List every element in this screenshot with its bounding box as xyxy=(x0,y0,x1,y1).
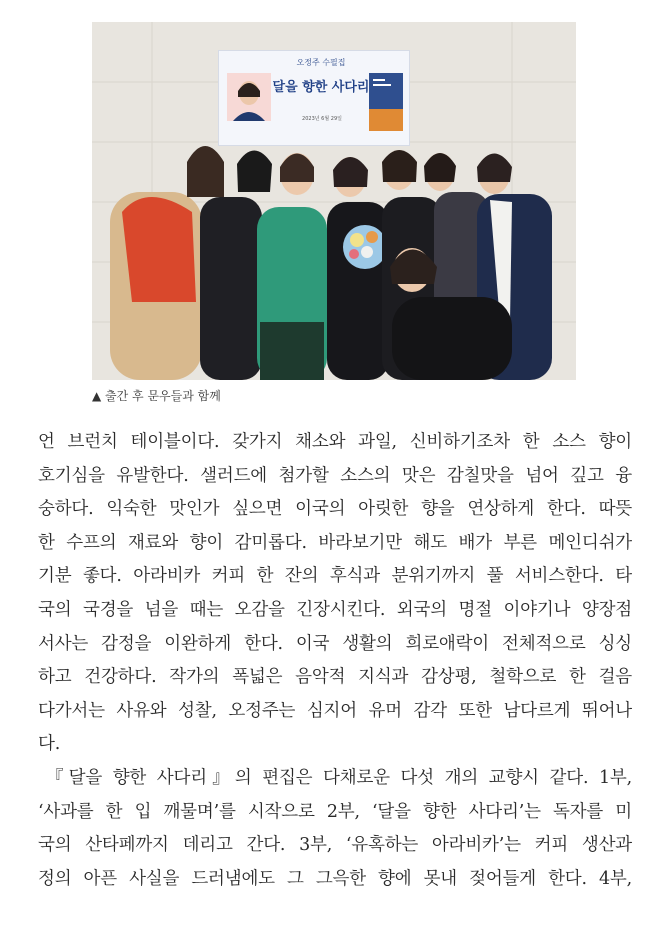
body-line: 숭하다. 익숙한 맛인가 싶으면 이국의 아릿한 향을 연상하게 한다. 따뜻 xyxy=(38,499,632,520)
book-launch-banner xyxy=(218,50,410,146)
banner-title: 달을 향한 사다리 xyxy=(272,80,370,95)
author-portrait xyxy=(227,73,271,121)
banner-date: 2023년 6월 29일 xyxy=(302,116,342,122)
body-line: 다. xyxy=(38,734,61,755)
body-line: 언 브런치 테이블이다. 갖가지 채소와 과일, 신비하기조차 한 소스 향이 xyxy=(38,432,632,452)
banner-subtitle: 오정주 수필집 xyxy=(296,58,346,67)
book-cover-image xyxy=(369,73,403,131)
body-line: 다가서는 사유와 성찰, 오정주는 심지어 유머 감각 또한 남다르게 뛰어나 xyxy=(38,700,632,721)
body-line: 서사는 감정을 이완하게 한다. 이국 생활의 희로애락이 전체적으로 싱싱 xyxy=(38,633,632,654)
event-photo xyxy=(92,22,576,380)
body-line: 국의 산타페까지 데리고 간다. 3부, ‘유혹하는 아라비카’는 커피 생산과 xyxy=(38,835,632,856)
body-line: 국의 국경을 넘을 때는 오감을 긴장시킨다. 외국의 명절 이야기나 양장점 xyxy=(38,599,632,620)
body-line: 하고 건강하다. 작가의 폭넓은 음악적 지식과 감상평, 철학으로 한 걸음 xyxy=(38,667,632,688)
article-body xyxy=(38,426,632,896)
body-line: 한 수프의 재료와 향이 감미롭다. 바라보기만 해도 배가 부른 메인디쉬가 xyxy=(38,532,632,553)
body-line: 정의 아픈 사실을 드러냄에도 그 그윽한 향에 못내 젖어들게 한다. 4부, xyxy=(38,868,632,889)
body-line: 호기심을 유발한다. 샐러드에 첨가할 소스의 맛은 감칠맛을 넘어 깊고 융 xyxy=(38,465,632,486)
body-line: 『달을 향한 사다리』의 편집은 다채로운 다섯 개의 교향시 같다. 1부, xyxy=(46,767,632,788)
body-line: ‘사과를 한 입 깨물며’를 시작으로 2부, ‘달을 향한 사다리’는 독자를 미 xyxy=(38,801,632,822)
photo-caption: ▲ 출간 후 문우들과 함께 xyxy=(92,389,221,403)
body-line: 기분 좋다. 아라비카 커피 한 잔의 후식과 분위기까지 풀 서비스한다. 타 xyxy=(38,566,632,587)
